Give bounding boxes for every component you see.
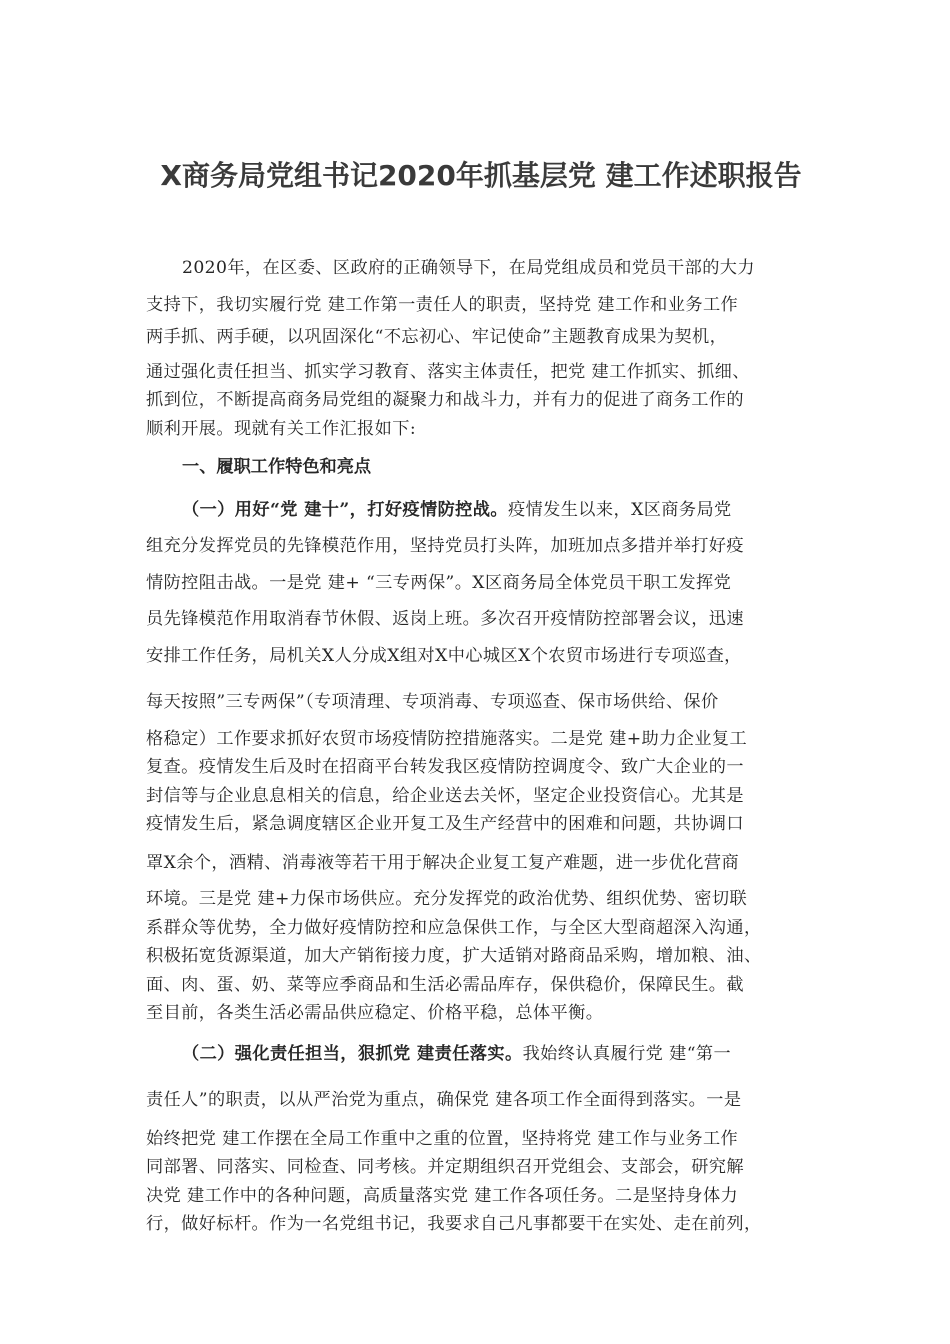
text-line: 责任人”的职责，以从严治党为重点，确保党 建各项工作全面得到落实。一是 (146, 1090, 742, 1110)
text-line (146, 1040, 820, 1069)
text-line: 系群众等优势，全力做好疫情防控和应急保供工作，与全区大型商超深入沟通， (146, 917, 762, 938)
text-line: 积极拓宽货源渠道，加大产销衔接力度，扩大适销对路商品采购，增加粮、油、 (146, 946, 762, 966)
text-line: 同部署、同落实、同检查、同考核。并定期组织召开党组会、支部会，研究解 (146, 1157, 744, 1177)
text-line: 至目前，各类生活必需品供应稳定、价格平稳，总体平衡。 (146, 1003, 604, 1023)
text-line: 2020年，在区委、区政府的正确领导下，在局党组成员和党员干部的大力 (182, 258, 755, 278)
text-line: 抓到位，不断提高商务局党组的凝聚力和战斗力，并有力的促进了商务工作的 (146, 390, 744, 410)
subsection-1-title: （一）用好“党 建十”，打好疫情防控战。 (182, 499, 508, 520)
text-line: 始终把党 建工作摆在全局工作重中之重的位置，坚持将党 建工作与业务工作 (146, 1128, 739, 1149)
text-line: 员先锋模范作用取消春节休假、返岗上班。多次召开疫情防控部署会议，迅速 (146, 609, 744, 629)
section-heading: 一、履职工作特色和亮点 (182, 457, 372, 477)
text-line: 每天按照”三专两保”（专项清理、专项消毒、专项巡查、保市场供给、保价 (146, 692, 719, 712)
text-line (146, 496, 820, 525)
text-line: 环境。三是党 建+力保市场供应。充分发挥党的政治优势、组织优势、密切联 (146, 889, 748, 909)
text-line: 封信等与企业息息相关的信息，给企业送去关怀，坚定企业投资信心。尤其是 (146, 785, 744, 806)
text-line: 情防控阻击战。一是党 建+ “三专两保”。X区商务局全体党员干职工发挥党 (146, 572, 732, 593)
subsection-2-first-line: 我始终认真履行党 建“第一 (522, 1043, 732, 1064)
text-line: 罩X余个，酒精、消毒液等若干用于解决企业复工复产难题，进一步优化营商 (146, 852, 740, 873)
subsection-2-title: （二）强化责任担当，狠抓党 建责任落实。 (182, 1043, 523, 1064)
text-line: 组充分发挥党员的先锋模范作用，坚持党员打头阵，加班加点多措并举打好疫 (146, 536, 744, 556)
subsection-1-first-line: 疫情发生以来，X区商务局党 (507, 499, 732, 520)
subsection-1-paragraph (146, 496, 820, 1028)
text-line: 顺利开展。现就有关工作汇报如下: (146, 418, 417, 439)
text-line: 通过强化责任担当、抓实学习教育、落实主体责任，把党 建工作抓实、抓细、 (146, 361, 750, 382)
text-line: 决党 建工作中的各种问题，高质量落实党 建工作各项任务。二是坚持身体力 (146, 1185, 739, 1206)
text-line: 行，做好标杆。作为一名党组书记，我要求自己凡事都要干在实处、走在前列， (146, 1214, 762, 1234)
text-line: 安排工作任务，局机关X人分成X组对X中心城区X个农贸市场进行专项巡查， (146, 645, 742, 666)
text-line: 格稳定）工作要求抓好农贸市场疫情防控措施落实。二是党 建+助力企业复工 (146, 728, 748, 749)
subsection-2-paragraph (146, 1040, 820, 1239)
text-line: 疫情发生后，紧急调度辖区企业开复工及生产经营中的困难和问题，共协调口 (146, 814, 744, 834)
text-line: 面、肉、蛋、奶、菜等应季商品和生活必需品库存，保供稳价，保障民生。截 (146, 974, 744, 995)
text-line: 复查。疫情发生后及时在招商平台转发我区疫情防控调度令、致广大企业的一 (146, 757, 744, 777)
text-line: 两手抓、两手硬，以巩固深化“不忘初心、牢记使命”主题教育成果为契机， (146, 327, 728, 347)
document-title: X商务局党组书记2020年抓基层党 建工作述职报告 (160, 159, 802, 192)
text-line: 支持下，我切实履行党 建工作第一责任人的职责，坚持党 建工作和业务工作 (146, 294, 739, 315)
intro-paragraph (146, 254, 820, 443)
